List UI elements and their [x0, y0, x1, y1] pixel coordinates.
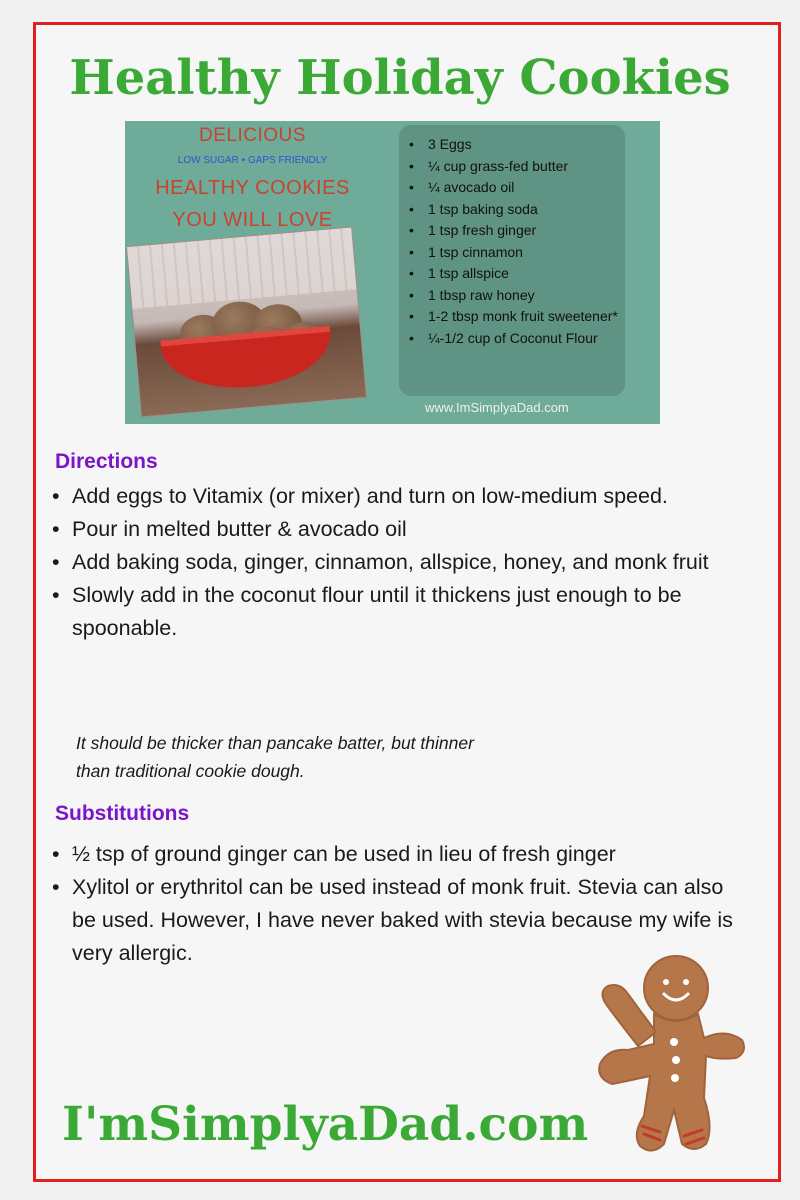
footer-brand: I'mSimplyaDad.com [62, 1097, 589, 1152]
ingredient-item: • 1 tsp baking soda [405, 199, 620, 221]
note-line-2: than traditional cookie dough. [76, 761, 305, 781]
card-headline-you-will-love: YOU WILL LOVE [172, 209, 333, 231]
card-headline-delicious: DELICIOUS [199, 125, 306, 146]
recipe-card-image [125, 121, 660, 424]
card-watermark-url: www.ImSimplyaDad.com [425, 400, 569, 415]
ingredients-list [405, 134, 620, 349]
directions-heading: Directions [55, 450, 158, 473]
card-headline-healthy-cookies: HEALTHY COOKIES [155, 177, 350, 199]
ingredient-item: • ¼-1/2 cup of Coconut Flour [405, 328, 620, 350]
direction-item: • Slowly add in the coconut flour until it thickens just enough to be spoonable. [50, 579, 760, 645]
substitutions-heading: Substitutions [55, 802, 190, 825]
ingredient-item: • ¼ cup grass-fed butter [405, 156, 620, 178]
card-subheadline: LOW SUGAR • GAPS FRIENDLY [177, 155, 328, 166]
note-line-1: It should be thicker than pancake batter, but thinner [76, 733, 474, 753]
direction-item: • Pour in melted butter & avocado oil [50, 513, 760, 546]
direction-item: • Add eggs to Vitamix (or mixer) and turn on low-medium speed. [50, 480, 760, 513]
substitution-item: • Xylitol or erythritol can be used instead of monk fruit. Stevia can also be used. However, I have never baked with stevia because my wife is very allergic. [50, 871, 750, 970]
cookie-bowl-photo [126, 226, 367, 417]
page-title: Healthy Holiday Cookies [69, 50, 731, 106]
ingredient-item: • 1 tsp cinnamon [405, 242, 620, 264]
directions-note [76, 729, 616, 785]
ingredients-panel [399, 125, 625, 396]
ingredient-item: • 1-2 tbsp monk fruit sweetener* [405, 306, 620, 328]
substitution-item: • ½ tsp of ground ginger can be used in lieu of fresh ginger [50, 838, 750, 871]
directions-list [50, 480, 760, 645]
ingredient-item: • 1 tsp fresh ginger [405, 220, 620, 242]
gingerbread-man-icon [576, 948, 756, 1160]
ingredient-item: • ¼ avocado oil [405, 177, 620, 199]
ingredient-item: • 1 tbsp raw honey [405, 285, 620, 307]
direction-item: • Add baking soda, ginger, cinnamon, allspice, honey, and monk fruit [50, 546, 760, 579]
ingredient-item: • 1 tsp allspice [405, 263, 620, 285]
ingredient-item: • 3 Eggs [405, 134, 620, 156]
